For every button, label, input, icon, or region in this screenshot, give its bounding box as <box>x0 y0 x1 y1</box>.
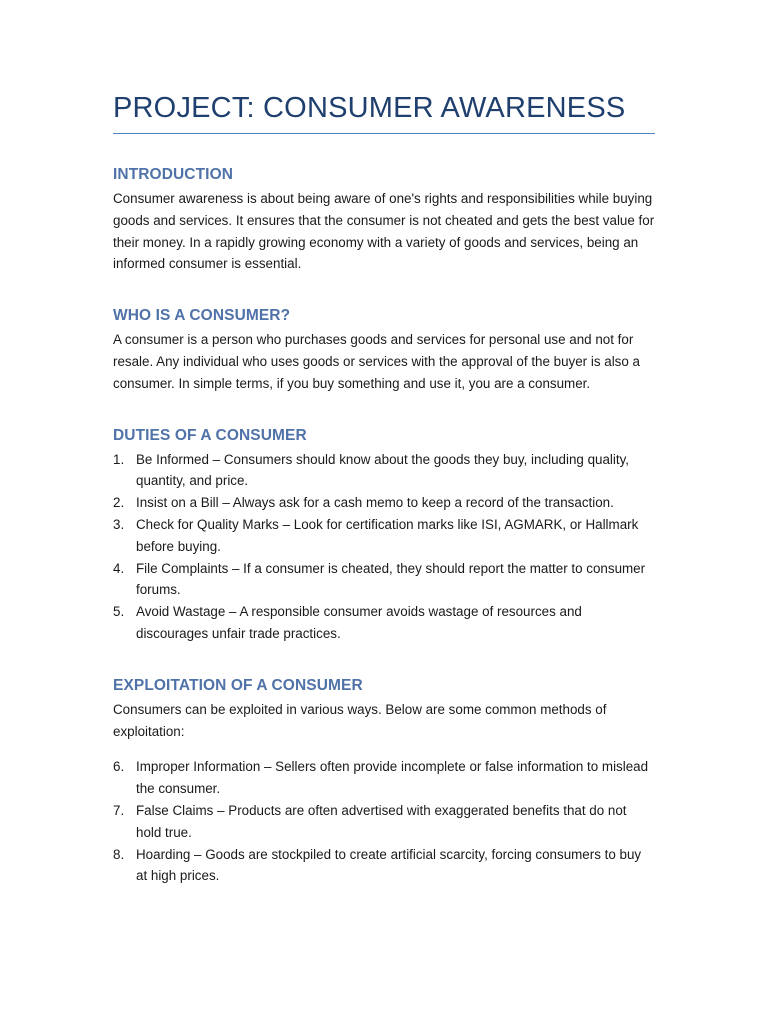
list-item-text: Improper Information – Sellers often provide incomplete or false information to mislead the consumer. <box>136 759 649 797</box>
list-item <box>113 558 655 602</box>
list-item <box>113 800 655 844</box>
list-item <box>113 601 655 645</box>
section-paragraph: Consumer awareness is about being aware of one's rights and responsibilities while buying goods and services. It ensures that the consumer is not cheated and gets the best value for their money. In a rapidly growing economy with a variety of goods and services, being an informed consumer is essential. <box>113 191 655 272</box>
section-paragraph: A consumer is a person who purchases goods and services for personal use and not for resale. Any individual who uses goods or services with the approval of the buyer is also a consumer. In simple terms, if you buy something and use it, you are a consumer. <box>113 332 640 391</box>
list-item <box>113 514 655 558</box>
list-item-text: Check for Quality Marks – Look for certification marks like ISI, AGMARK, or Hallmark before buying. <box>136 516 639 554</box>
list-number: 6. <box>113 759 125 775</box>
list-number: 3. <box>113 516 125 532</box>
list-item <box>113 449 655 493</box>
section-heading: DUTIES OF A CONSUMER <box>113 426 307 444</box>
section-heading: WHO IS A CONSUMER? <box>113 307 291 325</box>
list-item-text: False Claims – Products are often advertised with exaggerated benefits that do not hold true. <box>136 802 627 840</box>
section-duties <box>113 427 655 645</box>
section-who-is-consumer <box>113 307 655 394</box>
list-item <box>113 492 655 514</box>
list-item-text: Be Informed – Consumers should know about the goods they buy, including quality, quantity, and price. <box>136 451 630 489</box>
exploitation-list <box>113 756 655 887</box>
list-number: 5. <box>113 604 125 620</box>
document-title: PROJECT: CONSUMER AWARENESS <box>113 92 655 134</box>
section-introduction <box>113 166 655 275</box>
list-item-text: Insist on a Bill – Always ask for a cash memo to keep a record of the transaction. <box>136 495 614 511</box>
list-item <box>113 756 655 800</box>
document-page <box>113 92 655 887</box>
duties-list <box>113 449 655 645</box>
section-paragraph: Consumers can be exploited in various ways. Below are some common methods of exploitation: <box>113 701 607 739</box>
list-item-text: Hoarding – Goods are stockpiled to create artificial scarcity, forcing consumers to buy at high prices. <box>136 846 642 884</box>
list-number: 4. <box>113 560 125 576</box>
list-item <box>113 844 655 888</box>
section-exploitation <box>113 677 655 887</box>
list-number: 8. <box>113 846 125 862</box>
list-number: 2. <box>113 495 125 511</box>
list-item-text: File Complaints – If a consumer is cheated, they should report the matter to consumer forums. <box>136 560 646 598</box>
list-number: 1. <box>113 451 125 467</box>
list-number: 7. <box>113 802 125 818</box>
section-heading: INTRODUCTION <box>113 166 234 183</box>
section-heading: EXPLOITATION OF A CONSUMER <box>113 676 363 694</box>
list-item-text: Avoid Wastage – A responsible consumer avoids wastage of resources and discourages unfair trade practices. <box>136 604 582 641</box>
